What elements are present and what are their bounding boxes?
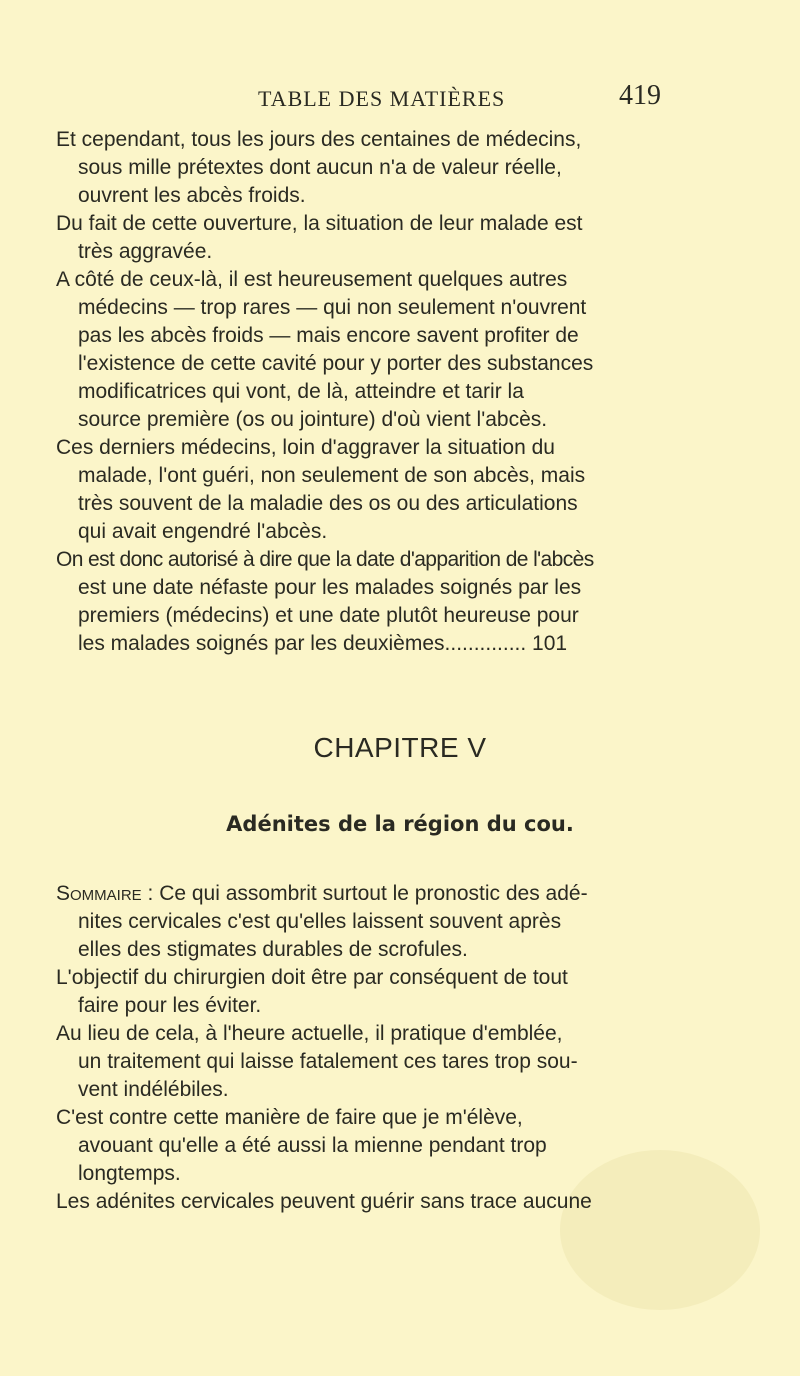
toc-line: très aggravée. xyxy=(78,240,213,263)
toc-line: Du fait de cette ouverture, la situation de leur malade est xyxy=(56,212,583,235)
toc-line: A côté de ceux-là, il est heureusement quelques autres xyxy=(56,268,568,291)
summary-first-line xyxy=(56,880,588,908)
toc-line: On est donc autorisé à dire que la date d'apparition de l'abcès xyxy=(56,548,594,571)
toc-line: sous mille prétextes dont aucun n'a de valeur réelle, xyxy=(78,156,562,179)
toc-line: modificatrices qui vont, de là, atteindre et tarir la xyxy=(78,380,524,403)
section-title: Adénites de la région du cou. xyxy=(226,812,574,836)
running-title: TABLE DES MATIÈRES xyxy=(258,86,506,111)
chapter-heading: CHAPITRE V xyxy=(313,732,487,763)
toc-line: premiers (médecins) et une date plutôt heureuse pour xyxy=(78,604,579,627)
toc-line: Et cependant, tous les jours des centaines de médecins, xyxy=(56,128,582,151)
running-header xyxy=(0,80,800,122)
toc-line: médecins — trop rares — qui non seulement n'ouvrent xyxy=(78,296,587,319)
toc-line: est une date néfaste pour les malades soignés par les xyxy=(78,576,582,599)
summary-line: elles des stigmates durables de scrofules. xyxy=(78,938,468,961)
summary-line: Les adénites cervicales peuvent guérir sans trace aucune xyxy=(56,1190,592,1213)
summary-line: longtemps. xyxy=(78,1162,181,1185)
summary-line: vent indélébiles. xyxy=(78,1078,229,1101)
toc-line: pas les abcès froids — mais encore savent profiter de xyxy=(78,324,579,347)
summary-line: L'objectif du chirurgien doit être par conséquent de tout xyxy=(56,966,568,989)
toc-line: qui avait engendré l'abcès. xyxy=(78,520,328,543)
toc-line: très souvent de la maladie des os ou des articulations xyxy=(78,492,578,515)
toc-line: ouvrent les abcès froids. xyxy=(78,184,306,207)
toc-entry-with-page-ref: les malades soignés par les deuxièmes.............. 101 xyxy=(78,632,568,655)
summary-label: Sommaire xyxy=(56,882,142,905)
summary-line: faire pour les éviter. xyxy=(78,994,262,1017)
toc-line: l'existence de cette cavité pour y porter des substances xyxy=(78,352,594,375)
summary-line: C'est contre cette manière de faire que je m'élève, xyxy=(56,1106,523,1129)
summary-line: nites cervicales c'est qu'elles laissent souvent après xyxy=(78,910,562,933)
toc-line: source première (os ou jointure) d'où vient l'abcès. xyxy=(78,408,548,431)
summary-line: avouant qu'elle a été aussi la mienne pendant trop xyxy=(78,1134,547,1157)
summary-line: un traitement qui laisse fatalement ces tares trop sou- xyxy=(78,1050,578,1073)
toc-line: malade, l'ont guéri, non seulement de son abcès, mais xyxy=(78,464,586,487)
toc-line: Ces derniers médecins, loin d'aggraver la situation du xyxy=(56,436,555,459)
paper-stain xyxy=(560,1150,760,1310)
summary-line: Au lieu de cela, à l'heure actuelle, il pratique d'emblée, xyxy=(56,1022,563,1045)
summary-text: : Ce qui assombrit surtout le pronostic des adé- xyxy=(141,882,588,905)
page-number: 419 xyxy=(619,80,661,111)
